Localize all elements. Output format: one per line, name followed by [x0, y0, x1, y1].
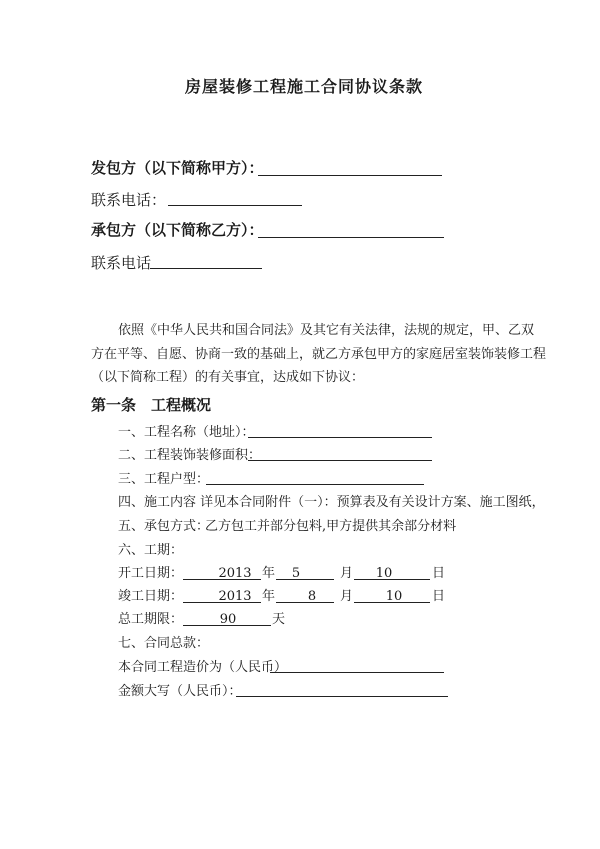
contract-title: 房屋装修工程施工合同协议条款: [185, 77, 424, 96]
party-a-phone-label: 联系电话：: [91, 191, 167, 209]
house-type-label: 三、工程户型：: [118, 472, 210, 487]
contract-mode-label: 五、承包方式：: [118, 519, 210, 534]
end-day-value: 10: [385, 589, 403, 604]
amount-in-words-label: 金额大写（人民币）：: [118, 684, 242, 699]
intro-line-2: 方在平等、自愿、协商一致的基础上，就乙方承包甲方的家庭居室装饰装修工程: [91, 347, 547, 362]
party-b-phone-label: 联系电话: [91, 254, 152, 272]
start-year-unit: 年: [262, 566, 276, 581]
amount-in-words-field[interactable]: [236, 696, 448, 697]
start-year-value: 2013: [218, 566, 252, 581]
period-label: 六、工期：: [118, 543, 184, 558]
contract-price-heading: 七、合同总款：: [118, 636, 210, 651]
party-a-label: 发包方（以下简称甲方）：: [91, 159, 264, 177]
party-a-field[interactable]: [258, 175, 442, 176]
start-date-label: 开工日期：: [118, 566, 184, 581]
end-year-unit: 年: [262, 589, 276, 604]
total-period-unit: 天: [272, 612, 286, 627]
end-year-value: 2013: [218, 589, 252, 604]
party-b-phone-field[interactable]: [150, 268, 262, 269]
contract-price-label: 本合同工程造价为（人民币）: [118, 660, 288, 675]
start-month-value: 5: [291, 566, 301, 581]
intro-line-1: 依照《中华人民共和国合同法》及其它有关法律，法规的规定，甲、乙双: [118, 323, 535, 338]
project-name-label: 一、工程名称（地址）：: [118, 425, 255, 440]
area-field[interactable]: [248, 460, 432, 461]
contract-mode-value: 乙方包工并部分包料,甲方提供其余部分材料: [205, 519, 457, 534]
end-month-value: 8: [307, 589, 317, 604]
start-month-unit: 月: [340, 566, 354, 581]
total-period-label: 总工期限：: [118, 612, 184, 627]
party-b-field[interactable]: [258, 237, 444, 238]
end-date-label: 竣工日期：: [118, 589, 184, 604]
end-day-unit: 日: [432, 589, 446, 604]
area-label: 二、工程装饰装修面积：: [118, 448, 262, 463]
construction-content: 四、施工内容 详见本合同附件（一）：预算表及有关设计方案、施工图纸，: [118, 495, 545, 510]
project-name-field[interactable]: [248, 437, 432, 438]
article-1-heading: 第一条 工程概况: [91, 396, 212, 414]
contract-price-field[interactable]: [270, 672, 444, 673]
start-day-value: 10: [375, 566, 393, 581]
party-b-label: 承包方（以下简称乙方）：: [91, 221, 264, 239]
start-day-unit: 日: [432, 566, 446, 581]
total-period-value: 90: [219, 612, 237, 627]
party-a-phone-field[interactable]: [168, 205, 302, 206]
intro-line-3: （以下简称工程）的有关事宜，达成如下协议：: [91, 370, 365, 385]
end-month-unit: 月: [340, 589, 354, 604]
house-type-field[interactable]: [206, 484, 424, 485]
